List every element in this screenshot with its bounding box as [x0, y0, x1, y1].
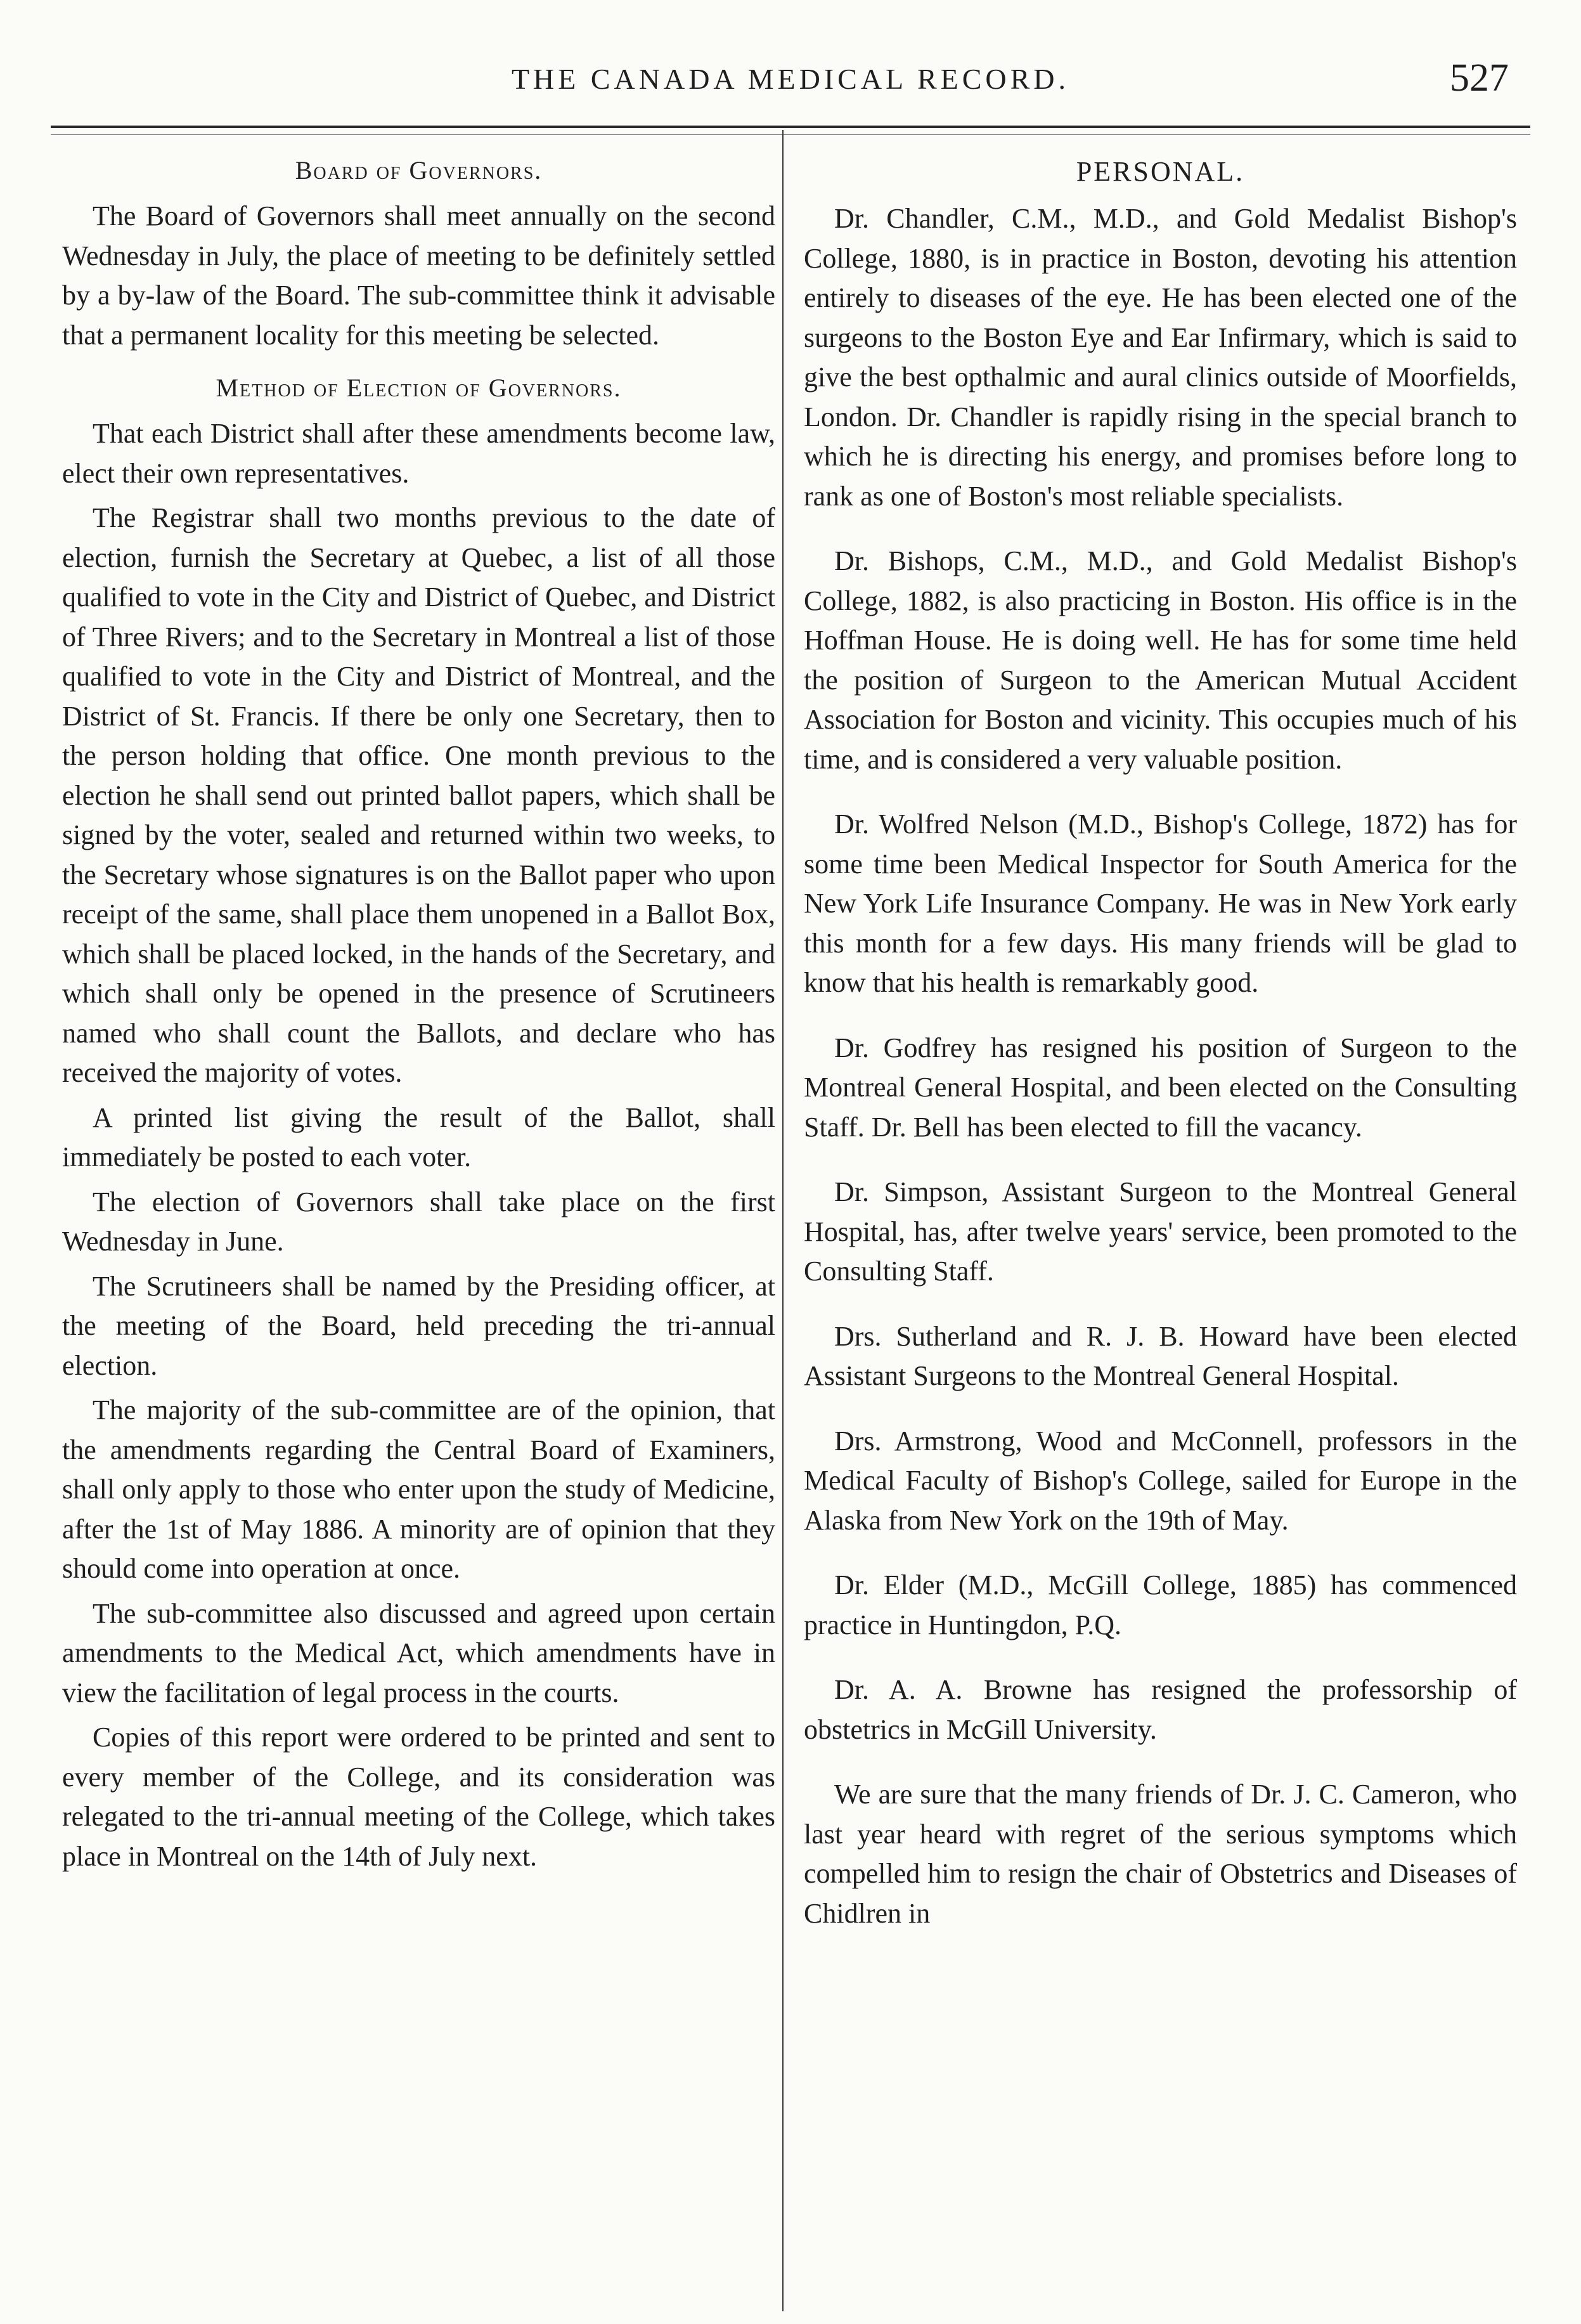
heading-method-of-election: Method of Election of Governors. [216, 373, 622, 402]
personal-item: Dr. Chandler, C.M., M.D., and Gold Medalist Bishop's College, 1880, is in practice in Boston, devoting his attention entirely to diseases of the eye. He has been elected one of the surgeons to the Boston Eye and Ear Infirmary, which is said to give the best opthalmic and aural clinics outside of Moorfields, London. Dr. Chandler is rapidly rising in the special branch to which he is directing his energy, and promises before long to rank as one of Boston's most reliable specialists. [804, 203, 1517, 512]
header-rule [51, 126, 1530, 128]
personal-item: Dr. Bishops, C.M., M.D., and Gold Medalist Bishop's College, 1882, is also practicing in Boston. His office is in the Hoffman House. He is doing well. He has for some time held the position of Surgeon to the American Mutual Accident Association for Boston and vicinity. This occupies much of his time, and is considered a very valuable position. [804, 545, 1517, 775]
personal-item: Drs. Armstrong, Wood and McConnell, professors in the Medical Faculty of Bishop's College, sailed for Europe in the Alaska from New York on the 19th of May. [804, 1425, 1517, 1536]
paragraph: Copies of this report were ordered to be printed and sent to every member of the College, and its consideration was relegated to the tri-annual meeting of the College, which takes place in Montreal on the 14th of July next. [62, 1722, 775, 1872]
personal-item: Dr. Elder (M.D., McGill College, 1885) has commenced practice in Huntingdon, P.Q. [804, 1569, 1517, 1640]
heading-personal: PERSONAL. [1076, 156, 1245, 187]
personal-item: Dr. Godfrey has resigned his position of Surgeon to the Montreal General Hospital, and been elected on the Consulting Staff. Dr. Bell has been elected to fill the vacancy. [804, 1032, 1517, 1143]
personal-item: Dr. Wolfred Nelson (M.D., Bishop's College, 1872) has for some time been Medical Inspector for South America for the New York Life Insurance Company. He was in New York early this month for a few days. His many friends will be glad to know that his health is remarkably good. [804, 808, 1517, 998]
column-divider [782, 130, 784, 2311]
paragraph: The sub-committee also discussed and agreed upon certain amendments to the Medical Act, which amendments have in view the facilitation of legal process in the courts. [62, 1597, 775, 1708]
paragraph: The election of Governors shall take place on the first Wednesday in June. [62, 1186, 775, 1257]
journal-title: THE CANADA MEDICAL RECORD. [511, 63, 1070, 95]
paragraph: The Scrutineers shall be named by the Presiding officer, at the meeting of the Board, held preceding the tri-annual election. [62, 1270, 775, 1381]
paragraph: The majority of the sub-committee are of the opinion, that the amendments regarding the Central Board of Examiners, shall only apply to those who enter upon the study of Medicine, after the 1st of May 1886. A minority are of opinion that they should come into operation at once. [62, 1394, 775, 1584]
paragraph: The Board of Governors shall meet annually on the second Wednesday in July, the place of meeting to be definitely settled by a by-law of the Board. The sub-committee think it advisable that a permanent locality for this meeting be selected. [62, 200, 775, 351]
header-rule-thin [51, 134, 1530, 135]
paragraph: A printed list giving the result of the Ballot, shall immediately be posted to each voter. [62, 1101, 775, 1172]
page-number: 527 [1450, 56, 1509, 100]
personal-item: We are sure that the many friends of Dr. J. C. Cameron, who last year heard with regret of the serious symptoms which compelled him to resign the chair of Obstetrics and Diseases of Chidlren in [804, 1779, 1517, 1929]
left-column [62, 149, 775, 2299]
personal-item: Drs. Sutherland and R. J. B. Howard have been elected Assistant Surgeons to the Montreal General Hospital. [804, 1320, 1517, 1391]
personal-item: Dr. A. A. Browne has resigned the professorship of obstetrics in McGill University. [804, 1674, 1517, 1745]
running-head [51, 51, 1530, 114]
paragraph: The Registrar shall two months previous to the date of election, furnish the Secretary at Quebec, a list of all those qualified to vote in the City and District of Quebec, and District of Three Rivers; and to the Secretary in Montreal a list of those qualified to vote in the City and District of Montreal, and the District of St. Francis. If there be only one Secretary, then to the person holding that office. One month previous to the election he shall send out printed ballot papers, which shall be signed by the voter, sealed and returned within two weeks, to the Secretary whose signatures is on the Ballot paper who upon receipt of the same, shall place them unopened in a Ballot Box, which shall be placed locked, in the hands of the Secretary, and which shall only be opened in the presence of Scrutineers named who shall count the Ballots, and declare who has received the majority of votes. [62, 502, 775, 1088]
personal-item: Dr. Simpson, Assistant Surgeon to the Montreal General Hospital, has, after twelve years' service, been promoted to the Consulting Staff. [804, 1176, 1517, 1287]
paragraph: That each District shall after these amendments become law, elect their own representatives. [62, 418, 775, 489]
right-column [804, 149, 1517, 2299]
heading-board-of-governors: Board of Governors. [295, 156, 543, 185]
